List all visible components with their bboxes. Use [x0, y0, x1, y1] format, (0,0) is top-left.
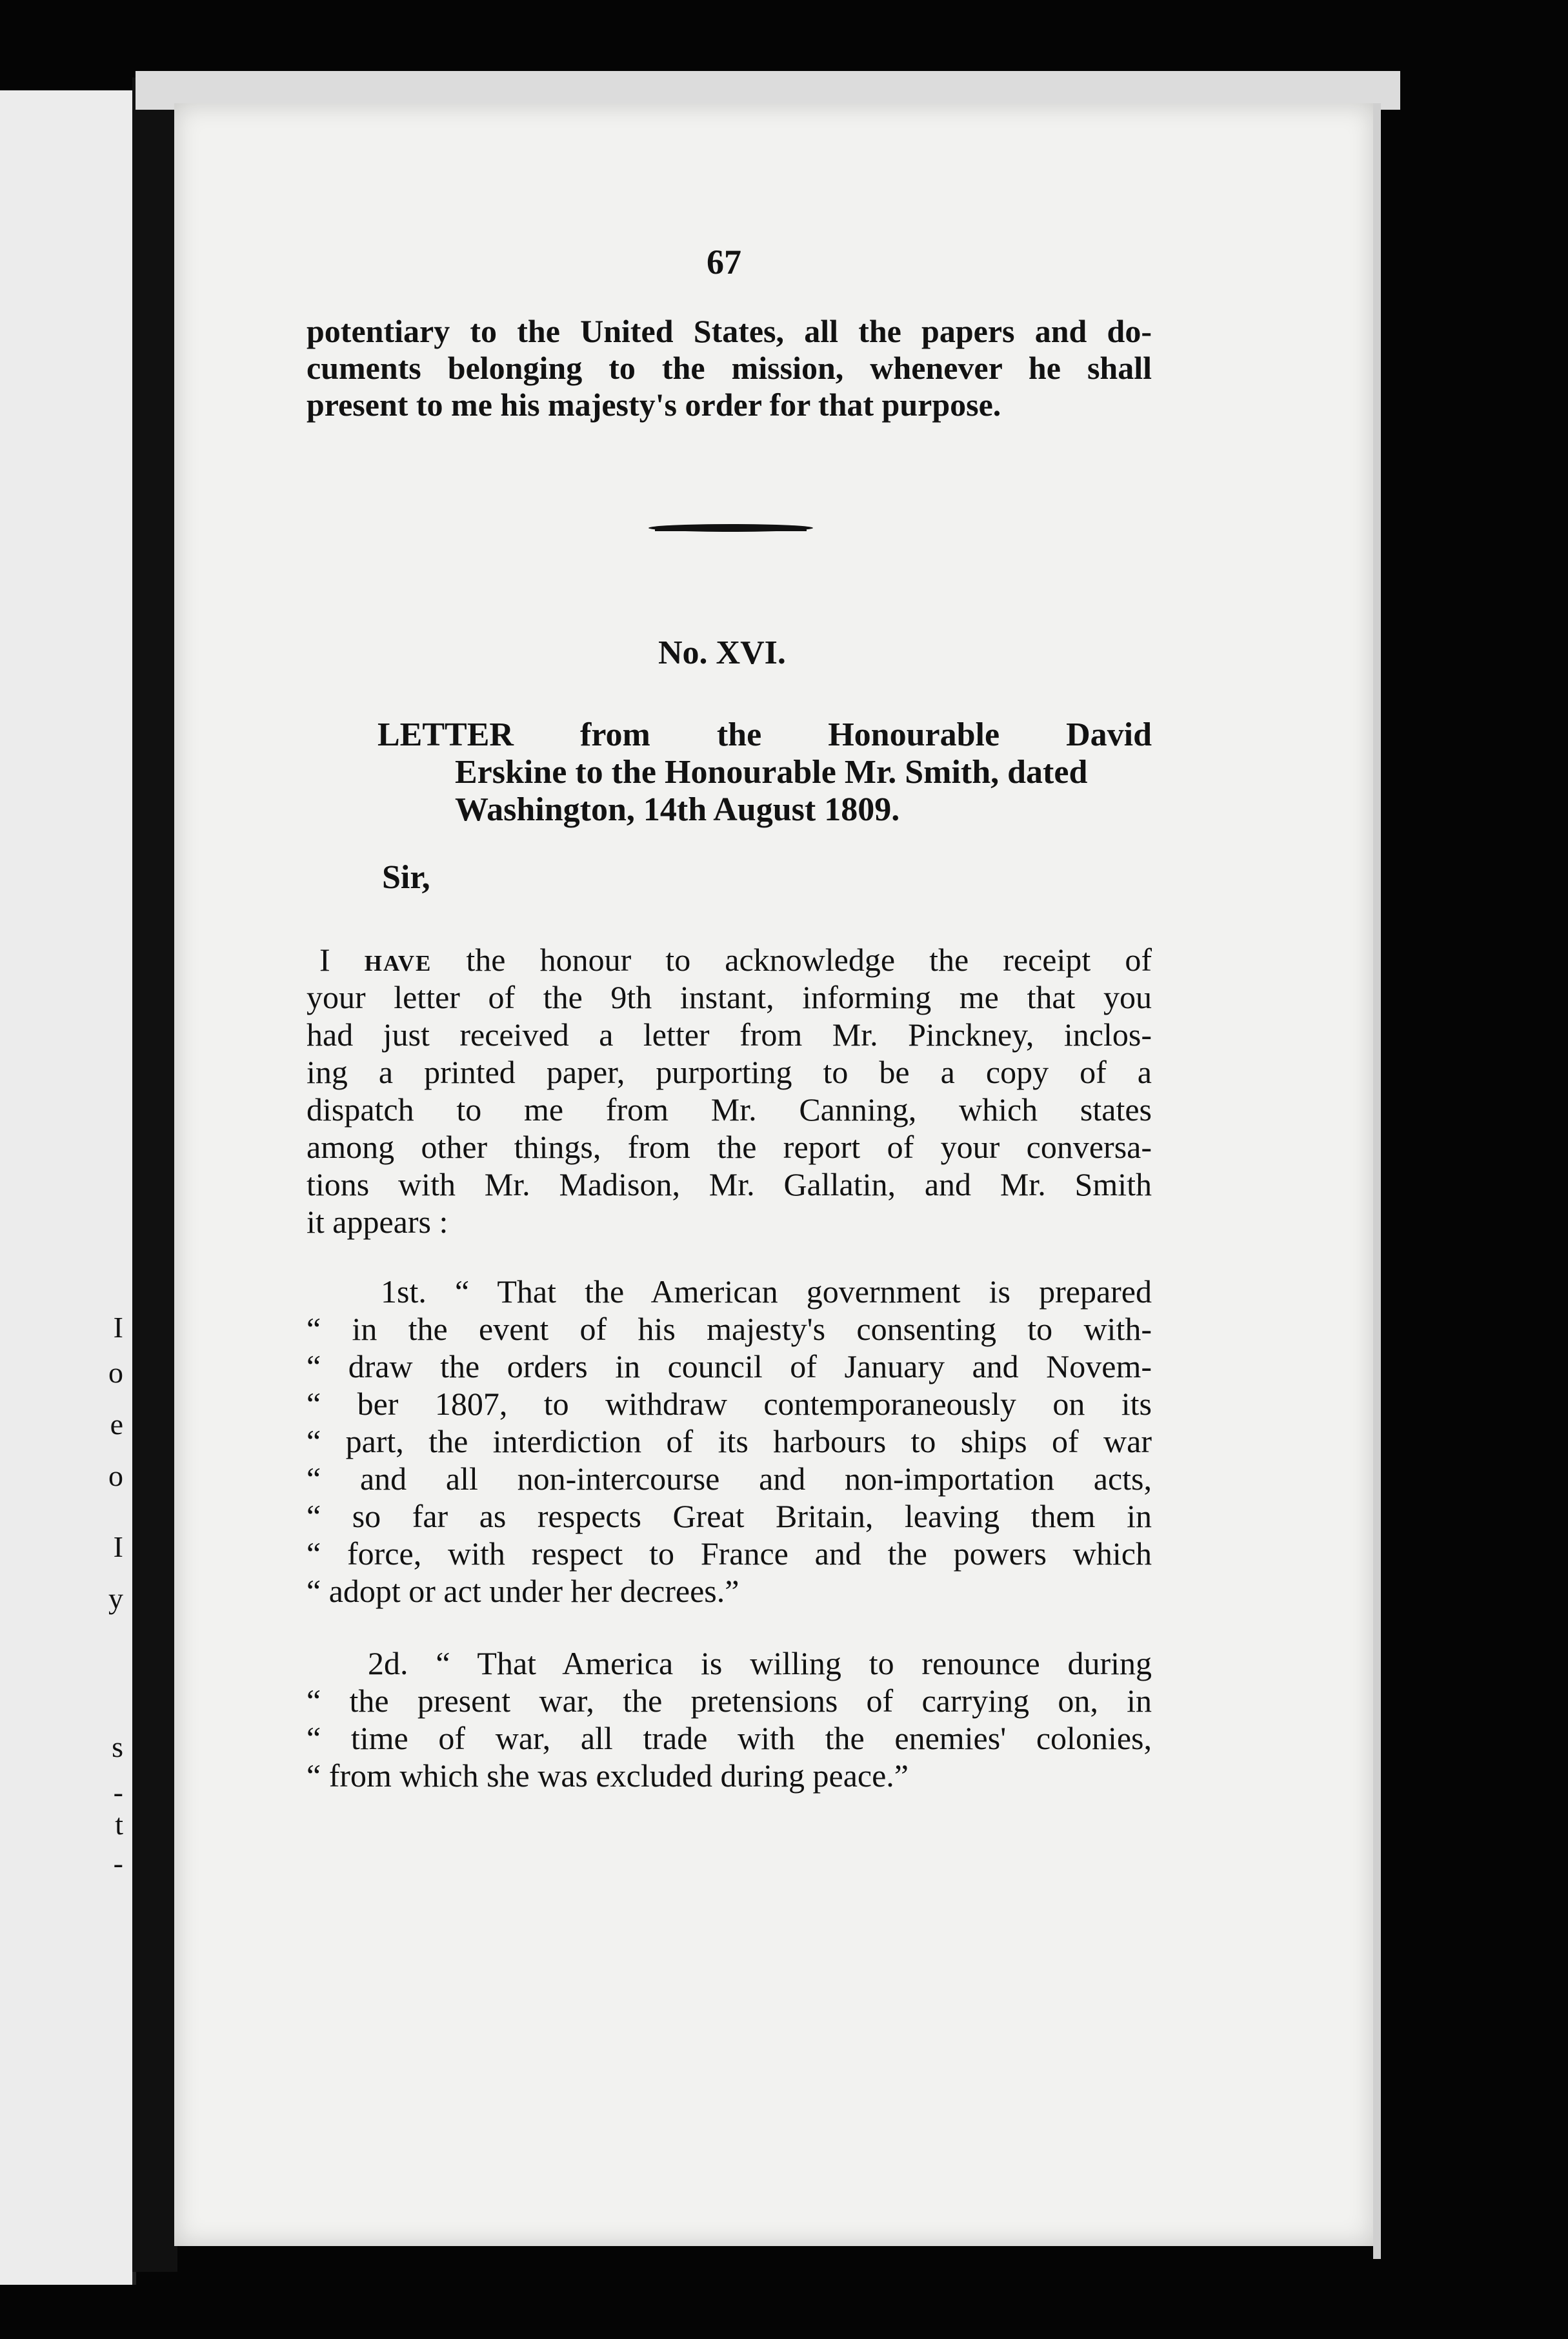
facing-page-char: e — [110, 1408, 123, 1441]
page-number: 67 — [707, 243, 741, 281]
text-line: among other things, from the report of your conversa- — [307, 1129, 1152, 1165]
section-number: No. XVI. — [658, 634, 786, 671]
point-two-paragraph — [307, 1645, 1152, 1794]
text-line: “ so far as respects Great Britain, leaving them in — [307, 1498, 1152, 1534]
book-gutter — [132, 77, 177, 2272]
opening-smallcaps: have — [364, 942, 432, 978]
heading-line: LETTER from the Honourable David — [377, 716, 1152, 753]
facing-page-char: y — [108, 1582, 123, 1615]
text-line: 2d. “ That America is willing to renounce during — [368, 1645, 1152, 1681]
page-right-edge — [1373, 103, 1381, 2259]
text-line: 1st. “ That the American government is prepared — [381, 1273, 1152, 1310]
point-one-paragraph — [307, 1273, 1152, 1610]
text-line: it appears : — [307, 1204, 448, 1240]
text-line: “ force, with respect to France and the powers which — [307, 1535, 1152, 1572]
heading-line: Washington, 14th August 1809. — [455, 791, 900, 828]
text-line: “ adopt or act under her decrees.” — [307, 1573, 739, 1609]
text-line: ing a printed paper, purporting to be a copy of a — [307, 1054, 1152, 1090]
text-line: “ in the event of his majesty's consenting to with- — [307, 1311, 1152, 1347]
text-line-rest: the honour to acknowledge the receipt of — [432, 942, 1152, 978]
text-line: “ ber 1807, to withdraw contemporaneously on its — [307, 1386, 1152, 1422]
text-line: your letter of the 9th instant, informing me that you — [307, 979, 1152, 1015]
continuation-paragraph — [307, 313, 1152, 423]
text-line: cuments belonging to the mission, whenever he shall — [307, 350, 1152, 386]
text-line: “ time of war, all trade with the enemies' colonies, — [307, 1720, 1152, 1756]
opening-word: I — [319, 942, 330, 978]
facing-page-char: o — [108, 1356, 123, 1389]
heading-line: Erskine to the Honourable Mr. Smith, dated — [455, 754, 1088, 791]
text-line: “ and all non-intercourse and non-importation acts, — [307, 1461, 1152, 1497]
text-line: “ draw the orders in council of January and Novem- — [307, 1348, 1152, 1384]
text-line: dispatch to me from Mr. Canning, which states — [307, 1091, 1152, 1128]
facing-page-char: o — [108, 1459, 123, 1492]
facing-page-char: s — [112, 1730, 123, 1763]
text-line: tions with Mr. Madison, Mr. Gallatin, and Mr. Smith — [307, 1166, 1152, 1202]
facing-page-char: - — [113, 1776, 123, 1808]
body-paragraph — [307, 941, 1152, 1240]
text-line: had just received a letter from Mr. Pinckney, inclos- — [307, 1017, 1152, 1053]
text-line: “ from which she was excluded during peace.” — [307, 1757, 909, 1794]
facing-page-char: - — [113, 1847, 123, 1879]
text-line — [307, 941, 1152, 978]
facing-page-edge — [0, 90, 136, 2285]
text-line: potentiary to the United States, all the papers and do- — [307, 313, 1152, 349]
salutation: Sir, — [382, 859, 430, 896]
text-line: “ part, the interdiction of its harbours to ships of war — [307, 1423, 1152, 1459]
section-divider-line — [655, 529, 807, 531]
text-line: present to me his majesty's order for that purpose. — [307, 387, 1001, 423]
facing-page-char: t — [115, 1808, 123, 1841]
facing-page-char: I — [113, 1530, 123, 1563]
text-line: “ the present war, the pretensions of carrying on, in — [307, 1683, 1152, 1719]
letter-heading — [377, 716, 1152, 829]
facing-page-char: I — [113, 1311, 123, 1344]
